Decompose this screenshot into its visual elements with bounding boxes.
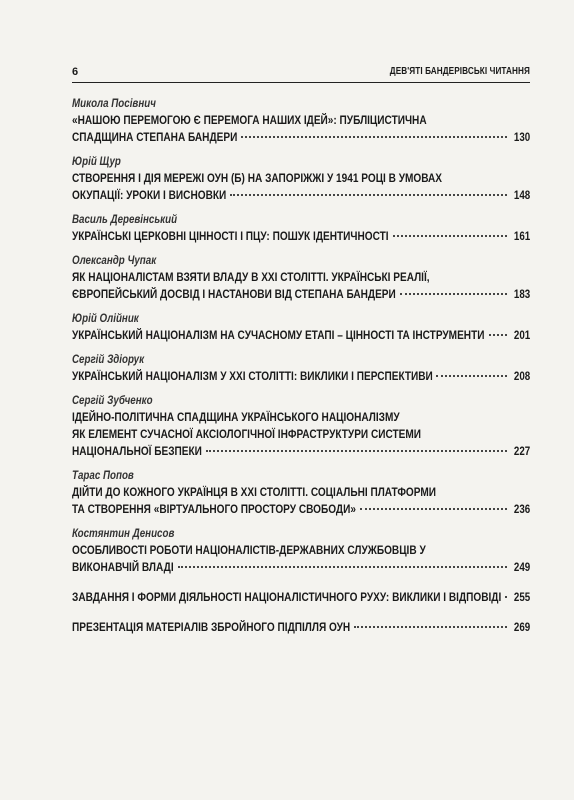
- toc-author: Юрій Олійник: [72, 313, 139, 325]
- toc-author: Костянтин Денисов: [72, 528, 175, 540]
- toc-page-number: 269: [513, 622, 530, 634]
- dot-leader: [393, 235, 507, 237]
- toc-author: Микола Посівнич: [72, 98, 156, 110]
- toc-title-line: ЗАВДАННЯ І ФОРМИ ДІЯЛЬНОСТІ НАЦІОНАЛІСТИЧНОГО РУХУ: ВИКЛИКИ І ВІДПОВІДІ: [72, 590, 502, 604]
- toc-title-line: СТВОРЕННЯ І ДІЯ МЕРЕЖІ ОУН (Б) НА ЗАПОРІЖЖІ У 1941 РОЦІ В УМОВАХ: [72, 171, 443, 185]
- toc-title-line: ІДЕЙНО-ПОЛІТИЧНА СПАДЩИНА УКРАЇНСЬКОГО НАЦІОНАЛІЗМУ: [72, 410, 400, 424]
- dot-leader: [489, 334, 507, 336]
- toc-title-row: [72, 501, 530, 519]
- toc-author: Юрій Щур: [72, 156, 121, 168]
- toc-title-row: [72, 228, 530, 246]
- dot-leader: [241, 136, 507, 138]
- toc-title-line: ЯК НАЦІОНАЛІСТАМ ВЗЯТИ ВЛАДУ В ХХІ СТОЛІТТІ. УКРАЇНСЬКІ РЕАЛІЇ,: [72, 270, 430, 284]
- toc-author: Тарас Попов: [72, 470, 134, 482]
- toc-title-row: [72, 619, 530, 637]
- page-header: [72, 60, 530, 83]
- page-number: 6: [72, 66, 79, 78]
- toc-page-number: 148: [513, 190, 530, 202]
- toc-title-line: УКРАЇНСЬКИЙ НАЦІОНАЛІЗМ НА СУЧАСНОМУ ЕТАПІ – ЦІННОСТІ ТА ІНСТРУМЕНТИ: [72, 328, 485, 342]
- toc-title-line: ПРЕЗЕНТАЦІЯ МАТЕРІАЛІВ ЗБРОЙНОГО ПІДПІЛЛЯ ОУН: [72, 620, 351, 634]
- toc-entry: [72, 96, 530, 147]
- toc-page-number: 161: [513, 231, 530, 243]
- toc-title-line: ОСОБЛИВОСТІ РОБОТИ НАЦІОНАЛІСТІВ-ДЕРЖАВНИХ СЛУЖБОВЦІВ У: [72, 543, 426, 557]
- toc-title-row: [72, 129, 530, 147]
- toc-title-row: [72, 187, 530, 205]
- toc-entry: [72, 154, 530, 205]
- toc-title-row: [72, 286, 530, 304]
- toc-title-line: ЯК ЕЛЕМЕНТ СУЧАСНОЇ АКСІОЛОГІЧНОЇ ІНФРАСТРУКТУРИ СИСТЕМИ: [72, 427, 422, 441]
- toc-entry: [72, 526, 530, 577]
- toc-title-row: [72, 589, 530, 607]
- toc-title-line: «НАШОЮ ПЕРЕМОГОЮ Є ПЕРЕМОГА НАШИХ ІДЕЙ»: ПУБЛІЦИСТИЧНА: [72, 113, 427, 127]
- toc-author: Сергій Зубченко: [72, 395, 153, 407]
- toc-entry: [72, 212, 530, 246]
- toc-page-number: 130: [513, 132, 530, 144]
- dot-leader: [230, 194, 507, 196]
- dot-leader: [505, 596, 506, 598]
- toc-title-line: ЄВРОПЕЙСЬКИЙ ДОСВІД І НАСТАНОВИ ВІД СТЕПАНА БАНДЕРИ: [72, 287, 396, 301]
- toc-author: Сергій Здіорук: [72, 354, 145, 366]
- toc-entry: [72, 393, 530, 461]
- running-title: ДЕВ'ЯТІ БАНДЕРІВСЬКІ ЧИТАННЯ: [389, 66, 530, 77]
- toc-title-line: ДІЙТИ ДО КОЖНОГО УКРАЇНЦЯ В ХХІ СТОЛІТТІ. СОЦІАЛЬНІ ПЛАТФОРМИ: [72, 485, 436, 499]
- toc-title-line: ОКУПАЦІЇ: УРОКИ І ВИСНОВКИ: [72, 188, 227, 202]
- toc-entry: [72, 253, 530, 304]
- toc-title-line: УКРАЇНСЬКІ ЦЕРКОВНІ ЦІННОСТІ І ПЦУ: ПОШУК ІДЕНТИЧНОСТІ: [72, 229, 389, 243]
- dot-leader: [436, 375, 506, 377]
- toc-title-line: ВИКОНАВЧІЙ ВЛАДІ: [72, 560, 174, 574]
- dot-leader: [400, 293, 507, 295]
- dot-leader: [206, 450, 507, 452]
- toc-title-row: [72, 443, 530, 461]
- dot-leader: [354, 626, 507, 628]
- toc-entry: [72, 352, 530, 386]
- toc-title-row: [72, 327, 530, 345]
- toc-author: Олександр Чупак: [72, 255, 157, 267]
- toc-page-number: 249: [513, 562, 530, 574]
- dot-leader: [178, 566, 507, 568]
- toc-title-line: ТА СТВОРЕННЯ «ВІРТУАЛЬНОГО ПРОСТОРУ СВОБОДИ»: [72, 502, 356, 516]
- toc-page-number: 255: [513, 592, 530, 604]
- toc-title-line: НАЦІОНАЛЬНОЇ БЕЗПЕКИ: [72, 444, 202, 458]
- toc-page-number: 183: [513, 289, 530, 301]
- toc-title-row: [72, 368, 530, 386]
- toc-title-row: [72, 559, 530, 577]
- toc-entry: [72, 589, 530, 607]
- table-of-contents: [72, 96, 530, 649]
- toc-page-number: 236: [513, 504, 530, 516]
- toc-entry: [72, 468, 530, 519]
- toc-page-number: 201: [513, 330, 530, 342]
- toc-title-line: СПАДЩИНА СТЕПАНА БАНДЕРИ: [72, 130, 238, 144]
- toc-author: Василь Деревінський: [72, 214, 178, 226]
- toc-page-number: 227: [513, 446, 530, 458]
- toc-entry: [72, 311, 530, 345]
- toc-page-number: 208: [513, 371, 530, 383]
- dot-leader: [360, 508, 507, 510]
- toc-entry: [72, 619, 530, 637]
- toc-title-line: УКРАЇНСЬКИЙ НАЦІОНАЛІЗМ У ХХІ СТОЛІТТІ: ВИКЛИКИ І ПЕРСПЕКТИВИ: [72, 369, 433, 383]
